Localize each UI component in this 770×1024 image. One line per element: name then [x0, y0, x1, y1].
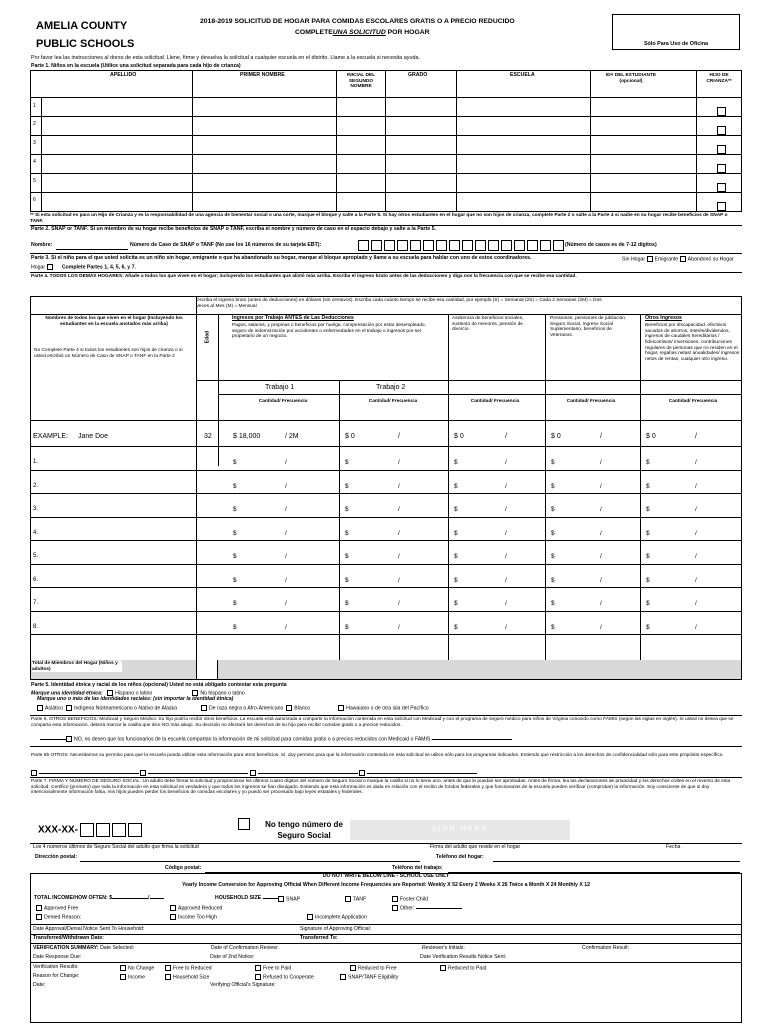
amount-field[interactable]: $: [454, 459, 458, 466]
frequency-field[interactable]: /: [600, 506, 602, 513]
frequency-field[interactable]: /: [285, 600, 287, 607]
amount-field[interactable]: $: [454, 600, 458, 607]
frequency-field[interactable]: /: [695, 459, 697, 466]
date-confirmation-label: Date of Confirmation Review:: [211, 945, 279, 951]
example-job1-freq: / 2M: [285, 433, 299, 440]
income-row-number: 7.: [33, 600, 39, 606]
tanf-checkbox[interactable]: [345, 896, 351, 902]
frequency-field[interactable]: /: [600, 459, 602, 466]
notice-label: Date Approval/Denial Notice Sent To Household:: [33, 926, 145, 932]
income-row-number: 8.: [33, 623, 39, 630]
amount-field[interactable]: $: [551, 482, 555, 490]
part2-case-label: Número de Caso de SNAP o TANF (No use los 16 números de su tarjeta EBT):: [130, 242, 322, 248]
amount-field[interactable]: $: [454, 529, 458, 537]
amount-field[interactable]: $: [345, 459, 349, 466]
amount-field[interactable]: $: [345, 623, 349, 631]
part6b-text: Parte 6b OTROS: Necesitamos su permiso para que la escuela pueda utilizar esta información para otros beneficios. Sí, doy permiso para que la información contenida en esta solicitud se utilice sólo para los programas indicados. Entiendo que restricción a los derechos de confidencialidad sólo para este propósito específico.: [31, 753, 724, 758]
snap-checkbox[interactable]: [278, 896, 284, 902]
work-income-header: Ingresos por Trabajo ANTES de Las Deducciones: [232, 315, 354, 321]
col-apellido: APELLIDO: [110, 72, 137, 78]
homeless-checkbox[interactable]: [647, 256, 653, 262]
frequency-field[interactable]: /: [600, 553, 602, 560]
frequency-field[interactable]: /: [695, 623, 697, 631]
approved-free-checkbox[interactable]: [36, 905, 42, 911]
income-row-number: 3.: [33, 506, 39, 512]
frequency-field[interactable]: /: [285, 553, 287, 560]
frequency-field[interactable]: /: [695, 506, 697, 513]
amount-field[interactable]: $: [233, 623, 237, 631]
col-inicial: INICIAL DEL SEGUNDO NOMBRE: [346, 73, 376, 90]
part2-title: Parte 2. SNAP or TANF: Si un miembro de su hogar recibe beneficios de SNAP o TANF, escriba el nombre y número de caso en el espacio debajo y salte a la Parte 5.: [31, 226, 436, 232]
frequency-field[interactable]: /: [505, 506, 507, 513]
amount-field[interactable]: $: [345, 529, 349, 537]
income-row-number: 5.: [33, 553, 39, 559]
col-escuela: ESCUELA: [510, 72, 535, 78]
part6-no-line: NO, no deseo que los funcionarios de la escuela compartan la información de mi solicitud para comidas gratis o a precios reducidos con Medicaid o FAMIS.: [40, 736, 512, 743]
ssn-caption: Los 4 números últimos de Seguro Social del adulto que firma la solicitud: [33, 844, 199, 850]
frequency-field[interactable]: /: [695, 529, 697, 537]
income-checkbox[interactable]: [120, 974, 126, 980]
refused-checkbox[interactable]: [255, 974, 261, 980]
free-to-reduced-checkbox[interactable]: [165, 965, 171, 971]
other-income-header: Otros Ingresos: [645, 315, 682, 321]
slash: /: [505, 433, 507, 440]
amount-field[interactable]: $: [646, 623, 650, 631]
part1-row-number: 3: [33, 140, 36, 146]
frequency-field[interactable]: /: [398, 482, 400, 490]
work-income-desc: Pagos, salarios, y propinas o beneficios por huelga, compensación por estar desempleado, seguro de indemnización por accidentes o enfermedades en el trabajo o ingresos por ser propietario de un negocio.: [232, 323, 426, 340]
no-change-checkbox[interactable]: [120, 965, 126, 971]
office-snap: SNAP: [278, 896, 300, 903]
amount-field[interactable]: $: [345, 553, 349, 560]
office-too-high: Income Too High: [170, 914, 217, 921]
frequency-field[interactable]: /: [695, 553, 697, 560]
col-primer-nombre: PRIMER NOMBRE: [240, 72, 285, 78]
part1-row-number: 2: [33, 121, 36, 127]
amount-field[interactable]: $: [233, 553, 237, 560]
frequency-field[interactable]: /: [398, 553, 400, 560]
amount-field[interactable]: $: [551, 506, 555, 513]
frequency-field[interactable]: /: [505, 459, 507, 466]
row-divider: [30, 470, 742, 471]
household-size-checkbox[interactable]: [165, 974, 171, 980]
race-checkbox[interactable]: [201, 705, 207, 711]
row-divider: [30, 587, 742, 588]
race-checkbox[interactable]: [66, 705, 72, 711]
col-foster: HIJO DE CRIANZA**: [706, 73, 732, 84]
job2-header: Trabajo 2: [376, 384, 406, 391]
too-high-checkbox[interactable]: [170, 914, 176, 920]
income-row-number: 1.: [33, 459, 39, 465]
amount-field[interactable]: $: [551, 623, 555, 631]
example-job1: $ 18,000: [233, 433, 261, 440]
frequency-field[interactable]: /: [600, 482, 602, 490]
frequency-field[interactable]: /: [285, 459, 287, 466]
row-divider: [30, 611, 742, 612]
amount-field[interactable]: $: [345, 600, 349, 607]
frequency-field[interactable]: /: [285, 506, 287, 513]
office-use-box: Sólo Para Uso de Oficina: [612, 14, 740, 50]
migrant-checkbox[interactable]: [680, 256, 686, 262]
amount-field[interactable]: $: [646, 576, 650, 584]
amount-field[interactable]: $: [454, 623, 458, 631]
runaway-checkbox[interactable]: [47, 264, 53, 270]
part5-races: Asiático Indígena Norteamericano o Nativo de Alaska De raza negra o Afro-Americano Blanco Hawaiano o de otra isla del Pacífico: [37, 705, 429, 712]
frequency-field[interactable]: /: [285, 623, 287, 631]
pension-header: Pensiones, pensiones de jubilación, Seguro Social, Ingreso Social Suplementario, beneficios de Veteranos.: [550, 316, 627, 338]
row-divider: [30, 564, 742, 565]
verification-summary: VERIFICATION SUMMARY: Date Selected:: [33, 945, 135, 951]
address-label: Dirección postal:: [35, 854, 78, 860]
frequency-field[interactable]: /: [600, 529, 602, 537]
reduced-to-free-checkbox[interactable]: [350, 965, 356, 971]
amount-field[interactable]: $: [454, 576, 458, 584]
form-subtitle: COMPLETEUNA SOLICITUD POR HOGAR: [295, 29, 430, 36]
foster-checkbox[interactable]: [717, 202, 726, 211]
foster-checkbox[interactable]: [717, 145, 726, 154]
office-other: Other:: [392, 905, 462, 912]
incomplete-checkbox[interactable]: [307, 914, 313, 920]
amount-field[interactable]: $: [551, 600, 555, 607]
reduced-to-free-option: Reduced to Free: [350, 965, 397, 972]
amount-field[interactable]: $: [454, 482, 458, 490]
reviewer-label: Reviewer's Initials:: [422, 945, 465, 951]
qty-header: Cantidad/ Frecuencia: [566, 399, 616, 404]
income-instructions: Escriba el ingreso bruto (antes de deducciones) en dólares (sin centavos). Escriba cada cuánto tiempo se recibe esa cantidad, por ejemplo (S) = Semanal (2S) = Cada 2 Semanas (2M) = Dos Veces al Mes (M) = Mensual: [196, 298, 602, 309]
office-tanf: TANF: [345, 896, 366, 903]
zip-label: Código postal:: [165, 865, 202, 871]
example-zero: $ 0: [551, 433, 561, 440]
slash: /: [695, 433, 697, 440]
frequency-field[interactable]: /: [695, 576, 697, 584]
free-to-paid-checkbox[interactable]: [255, 965, 261, 971]
office-denied: Denied Reason:: [36, 914, 81, 921]
snap-eligibility-checkbox[interactable]: [340, 974, 346, 980]
frequency-field[interactable]: /: [505, 600, 507, 607]
total-income-label: TOTAL INCOME/HOW OFTEN: $ /: [34, 896, 164, 902]
form-title: 2018-2019 SOLICITUD DE HOGAR PARA COMIDAS ESCOLARES GRATIS O A PRECIO REDUCIDO: [200, 18, 515, 25]
verification-results-label: Verification Results:: [33, 964, 79, 970]
results-notice-label: Date Verification Results Notice Sent:: [420, 954, 507, 960]
approving-signature-label: Signature of Approving Official:: [300, 926, 372, 932]
names-header: Nombres de todos los que viven en el hogar (Incluyendo los estudiantes en la escuela anotados más arriba): [45, 316, 183, 327]
slash: /: [600, 433, 602, 440]
frequency-field[interactable]: /: [398, 459, 400, 466]
reduced-to-paid-option: Reduced to Paid: [440, 965, 486, 972]
part1-note: ** Si esta solicitud es para un Hijo de Crianza y es la responsabilidad de una agencia de bienestar social o una corte, marque el bloque y salte a la Parte 5. Si hay otros estudiantes en el hogar que no son hijos de crianza, complete Parte 2 o salte a la Parte 4 si nadie en su hogar recibe beneficios de SNAP o TANF.: [30, 213, 728, 224]
example-age: 32: [204, 433, 212, 440]
part3-title: Parte 3. Si el niño para el que usted solicita es un niño sin hogar, emigrante o que ha abandonado su hogar, marque el bloque apropiado y llame a su escuela para hablar con uno de estos coordinadores.: [31, 255, 532, 261]
amount-field[interactable]: $: [233, 482, 237, 490]
frequency-field[interactable]: /: [695, 600, 697, 607]
income-option: Income: [120, 974, 145, 981]
transferred-to-label: Transferred To:: [300, 935, 338, 941]
row-divider: [30, 634, 742, 635]
frequency-field[interactable]: /: [398, 576, 400, 584]
row-divider: [30, 540, 742, 541]
example-name: Jane Doe: [78, 433, 108, 440]
qty-header: Cantidad/ Frecuencia: [258, 399, 308, 404]
signature-caption: Firma del adulto que reside en el hogar: [430, 844, 521, 850]
frequency-field[interactable]: /: [695, 482, 697, 490]
amount-field[interactable]: $: [454, 553, 458, 560]
transferred-label: Transferred/Withdrawn Date:: [33, 935, 104, 941]
refused-option: Refused to Cooperate: [255, 974, 314, 981]
frequency-field[interactable]: /: [398, 529, 400, 537]
qty-header: Cantidad/ Frecuencia: [368, 399, 418, 404]
office-banner: DO NOT WRITE BELOW LINE - SCHOOL USE ONLY: [322, 873, 450, 879]
amount-field[interactable]: $: [646, 553, 650, 560]
frequency-field[interactable]: /: [505, 529, 507, 537]
ssn-field[interactable]: XXX-XX-: [38, 823, 142, 837]
amount-field[interactable]: $: [233, 506, 237, 513]
age-header: Edad: [204, 330, 211, 344]
office-foster: Foster Child: [392, 896, 428, 903]
part3-options: Sin Hogar Emigrante Abandonó su Hogar: [622, 256, 734, 263]
frequency-field[interactable]: /: [505, 576, 507, 584]
frequency-field[interactable]: /: [600, 600, 602, 607]
school-name-line1: AMELIA COUNTY: [36, 20, 128, 32]
reduced-to-paid-checkbox[interactable]: [440, 965, 446, 971]
amount-field[interactable]: $: [345, 576, 349, 584]
assistance-header: Asistencia de beneficios sociales, sustento de menores, pensión de divorcio.: [452, 316, 524, 333]
qty-header: Cantidad/ Frecuencia: [470, 399, 520, 404]
amount-field[interactable]: $: [345, 482, 349, 490]
part7-text: Parte 7. FIRMA Y NÚMERO DE SEGURO SOCIAL: Un adulto debe firmar la solicitud y proporcionar los últimos cuatro dígitos del número de Seguro Social o marque la casilla si no lo tiene uno, antes de que le puedan ser aprobadas. Antes de firmar, lea las declaraciones de privacidad y los derechos civiles en el reverso de esta solicitud. Certifico (prometo) que toda la información en esta solicitud es verdadera y que todos los ingresos se han divulgado. Entiendo que esta información es dada en relación con el recibo de fondos federales y que funcionarios de la escuela pueden verificar (comprobar) la información. Soy consciente de que si doy intencionalmente información falsa, mis hijos pueden perder los beneficios de comidas escolares y yo puedo ser procesado bajo leyes estatales y federales.: [31, 779, 731, 796]
second-notice-label: Date of 2nd Notice:: [210, 954, 255, 960]
part6b-program-lines[interactable]: [31, 770, 477, 776]
snap-eligibility-option: SNAP/TANF Eligibility: [340, 974, 398, 981]
part1-row-number: 1: [33, 103, 36, 109]
example-zero: $ 0: [345, 433, 355, 440]
household-size-option: Household Size: [165, 974, 209, 981]
amount-field[interactable]: $: [551, 459, 555, 466]
race-checkbox[interactable]: [286, 705, 292, 711]
part2-name-label: Nombre:: [31, 242, 53, 248]
amount-field[interactable]: $: [345, 506, 349, 513]
frequency-field[interactable]: /: [285, 482, 287, 490]
part1-row-number: 4: [33, 159, 36, 165]
amount-field[interactable]: $: [646, 506, 650, 513]
income-row-number: 6.: [33, 576, 39, 583]
denied-checkbox[interactable]: [36, 914, 42, 920]
part5-ethnic: Marque una identidad étnica: Hispano o latino No hispano o latino: [31, 690, 245, 697]
no-share-checkbox[interactable]: [66, 736, 72, 742]
date-label: Date:: [33, 982, 46, 988]
example-zero: $ 0: [646, 433, 656, 440]
amount-field[interactable]: $: [646, 459, 650, 466]
amount-field[interactable]: $: [551, 576, 555, 584]
part4-title: Parte 4. TODOS LOS DEMÁS HOGARES: Añade a todos los que viven en el hogar; incluyendo los estudiantes que alistó más arriba. Escriba el ingreso bruto antes de las deducciones y diga nos la frecuencia con que se recibe esa cantidad.: [31, 274, 577, 279]
row-divider: [30, 493, 742, 494]
amount-field[interactable]: $: [646, 600, 650, 607]
no-ssn-label: No tengo número de Seguro Social: [265, 820, 343, 841]
part5-race-label: Marque uno o más de las identidades raciales: (sin importar la identidad étnica): [37, 696, 234, 702]
amount-field[interactable]: $: [233, 576, 237, 584]
frequency-field[interactable]: /: [398, 623, 400, 631]
names-note: No Complete Parte 4 si todos los estudiantes son hijos de crianza o si usted escribió un Número de Caso de SNAP o TANF en la Parte 2: [34, 348, 183, 359]
home-phone-field[interactable]: [493, 861, 740, 862]
free-to-paid-option: Free to Paid: [255, 965, 291, 972]
row-divider: [30, 517, 742, 518]
part1-row-number: 6: [33, 197, 36, 203]
response-due-label: Date Response Due:: [33, 954, 82, 960]
frequency-field[interactable]: /: [505, 623, 507, 631]
amount-field[interactable]: $: [646, 482, 650, 490]
part2-case-note: (Número de casos es de 7-12 dígitos): [565, 242, 657, 248]
frequency-field[interactable]: /: [285, 529, 287, 537]
part5-title: Parte 5. Identidad étnica y racial de los niños (opcional) Usted no está obligado contestar esta pregunta: [31, 682, 287, 688]
col-student-id: ID# DEL ESTUDIANTE (opcional): [605, 73, 657, 84]
frequency-field[interactable]: /: [600, 576, 602, 584]
total-members-field[interactable]: [196, 660, 218, 679]
confirmation-result-label: Confirmation Result:: [582, 945, 629, 951]
total-row-bg: [31, 660, 741, 679]
reason-label: Reason for Change:: [33, 973, 80, 979]
other-income-desc: Beneficios por discapacidad, efectivos sacados de ahorros, interés/dividendos, ingresos de caudales hereditarios / fideicomisos/ inversiones, contribuciones regulares de personas que no residen en el hogar, regalías netas/ anualidades/ ingresos netos de rentas, cualquier otro ingreso.: [645, 323, 740, 362]
foster-child-checkbox[interactable]: [392, 896, 398, 902]
example-label: EXAMPLE:: [33, 433, 69, 440]
amount-field[interactable]: $: [233, 459, 237, 466]
school-name-line2: PUBLIC SCHOOLS: [36, 38, 135, 50]
other-checkbox[interactable]: [392, 905, 398, 911]
amount-field[interactable]: $: [551, 553, 555, 560]
home-phone-label: Teléfono del hogar:: [436, 854, 484, 860]
total-members-label: Total de Miembros del Hogar (Niños y adultos): [32, 661, 122, 672]
example-zero: $ 0: [454, 433, 464, 440]
foster-checkbox[interactable]: [717, 183, 726, 192]
amount-field[interactable]: $: [646, 529, 650, 537]
no-change-option: No Change: [120, 965, 154, 972]
part3-line2: Hogar Complete Partes 1, 4, 5, 6, y 7.: [31, 264, 136, 271]
income-conversion: Yearly Income Conversion for Approving Official When Different Income Frequencies are Reported: Weekly X 52 Every 2 Weeks X 26 Twice a Month X 24 Monthly X 12: [181, 882, 590, 888]
household-size-label: HOUSEHOLD SIZE: [215, 896, 279, 902]
frequency-field[interactable]: /: [398, 506, 400, 513]
col-grado: GRADO: [408, 72, 428, 78]
frequency-field[interactable]: /: [505, 553, 507, 560]
part1-row-number: 5: [33, 178, 36, 184]
amount-field[interactable]: $: [454, 506, 458, 513]
job1-header: Trabajo 1: [265, 384, 295, 391]
free-to-reduced-option: Free to Reduced: [165, 965, 212, 972]
race-checkbox[interactable]: [37, 705, 43, 711]
foster-checkbox[interactable]: [717, 126, 726, 135]
part1-title: Parte 1. Niños en la escuela (Utilice una solicitud separada para cada hijo de crianza): [31, 63, 241, 69]
amount-field[interactable]: $: [233, 600, 237, 607]
part6-text: Parte 6. OTROS BENEFICIOS: Medicaid y Seguro Médico: Su hijo podría recibir otros beneficios. La escuela está autorizada a compartir la información contenida en esta solicitud con Medicaid y con el programa de seguro médico para niños de Virginia conocido como FAMIS (según las siglas en inglés). Si usted no desea que se comparta esta información, deberá marcar la casilla que dice NO más abajo. Su decisión no afectará los derechos de su hijo para recibir comidas gratis o a precios reducidos.: [31, 717, 734, 728]
frequency-field[interactable]: /: [398, 600, 400, 607]
work-phone-label: Teléfono del trabajo:: [392, 865, 443, 871]
part1-table: [30, 70, 742, 212]
income-row-number: 4.: [33, 529, 39, 536]
qty-header: Cantidad/ Frecuencia: [668, 399, 718, 404]
sign-here-field[interactable]: SIGN HERE: [350, 820, 570, 840]
address-field[interactable]: [80, 861, 420, 862]
foster-checkbox[interactable]: [717, 164, 726, 173]
office-approved-reduced: Approved Reduced: [170, 905, 222, 912]
slash: /: [398, 433, 400, 440]
amount-field[interactable]: $: [233, 529, 237, 537]
verifying-signature-label: Verifying Official's Signature:: [210, 982, 276, 988]
foster-checkbox[interactable]: [717, 107, 726, 116]
frequency-field[interactable]: /: [285, 576, 287, 584]
no-ssn-checkbox[interactable]: [238, 818, 250, 830]
amount-field[interactable]: $: [551, 529, 555, 537]
office-approved-free: Approved Free: [36, 905, 78, 912]
income-row-number: 2.: [33, 482, 39, 489]
race-checkbox[interactable]: [338, 705, 344, 711]
instructions: Por favor lea las instrucciones al dorso de esta solicitud. Llene, firme y devuelva la solicitud a cualquier escuela en el distrito. Llame a la escuela si necesita ayuda.: [31, 55, 420, 61]
date-caption: Fecha: [666, 844, 681, 850]
frequency-field[interactable]: /: [600, 623, 602, 631]
approved-reduced-checkbox[interactable]: [170, 905, 176, 911]
frequency-field[interactable]: /: [505, 482, 507, 490]
office-incomplete: Incomplete Application: [307, 914, 367, 921]
